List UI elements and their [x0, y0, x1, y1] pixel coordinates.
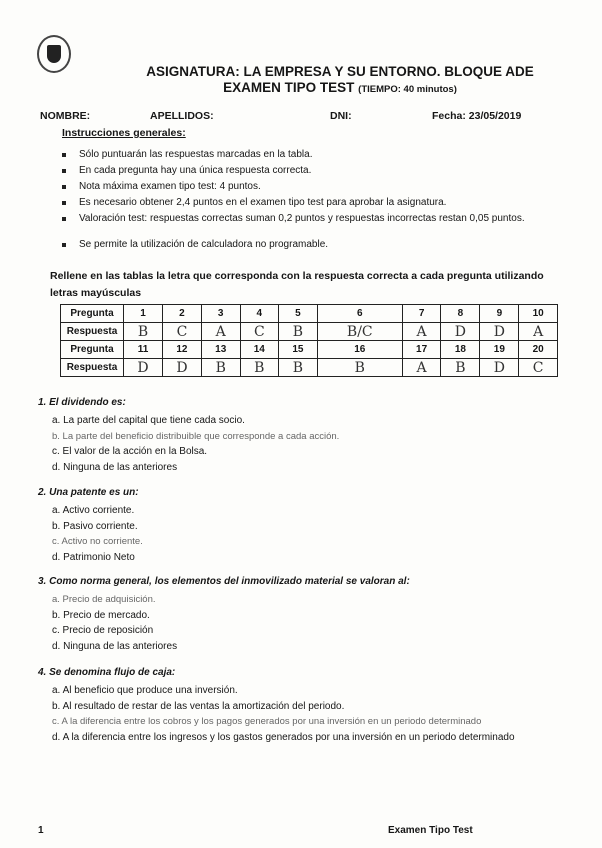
fill-instruction: Rellene en las tablas la letra que corresponda con la respuesta correcta a cada pregunta utilizando: [50, 270, 544, 282]
answer-option: c. A la diferencia entre los cobros y los pagos generados por una inversión en un periodo determinado: [52, 716, 482, 727]
answer-option: c. Precio de reposición: [52, 625, 154, 636]
answer-table: [60, 304, 558, 377]
question-title: 4. Se denomina flujo de caja:: [38, 667, 176, 678]
answer-option: a. Al beneficio que produce una inversión.: [52, 685, 238, 696]
answer-row: Respuesta B C A C B B/C A D D A: [61, 323, 558, 341]
question-number-cell: 20: [519, 341, 558, 359]
answer-option: b. Pasivo corriente.: [52, 520, 138, 532]
question-number-cell: 5: [279, 305, 318, 323]
question-number-cell: 19: [480, 341, 519, 359]
answer-cell[interactable]: B: [124, 323, 163, 341]
date-label: Fecha: 23/05/2019: [432, 110, 522, 122]
answer-option: a. La parte del capital que tiene cada socio.: [52, 415, 245, 426]
question-number-cell: 6: [317, 305, 402, 323]
answer-cell[interactable]: D: [480, 323, 519, 341]
question-row: Pregunta 11 12 13 14 15 16 17 18 19 20: [61, 341, 558, 359]
fill-instruction-cont: letras mayúsculas: [50, 287, 142, 299]
answer-cell[interactable]: B: [317, 359, 402, 377]
answer-option: b. La parte del beneficio distribuible que corresponde a cada acción.: [52, 430, 340, 442]
answer-option: c. Activo no corriente.: [52, 536, 143, 547]
answer-option: a. Precio de adquisición.: [52, 594, 156, 605]
nombre-label: NOMBRE:: [40, 110, 91, 122]
answer-option: a. Activo corriente.: [52, 505, 135, 516]
answer-option: d. Patrimonio Neto: [52, 551, 135, 563]
question-number-cell: 3: [201, 305, 240, 323]
question-number-cell: 13: [201, 341, 240, 359]
answer-cell[interactable]: B/C: [317, 323, 402, 341]
question-title: 2. Una patente es un:: [38, 487, 139, 498]
answer-cell[interactable]: C: [240, 323, 279, 341]
answer-cell[interactable]: A: [519, 323, 558, 341]
question-number-cell: 16: [317, 341, 402, 359]
page-number: 1: [38, 825, 44, 836]
time-note: (TIEMPO: 40 minutos): [358, 84, 457, 95]
instructions-heading: Instrucciones generales:: [62, 127, 186, 139]
question-number-cell: 2: [162, 305, 201, 323]
question-number-cell: 17: [402, 341, 441, 359]
answer-cell[interactable]: B: [201, 359, 240, 377]
answer-cell[interactable]: C: [519, 359, 558, 377]
question-row: Pregunta 1 2 3 4 5 6 7 8 9 10: [61, 305, 558, 323]
answer-option: d. A la diferencia entre los ingresos y los gastos generados por una inversión en un periodo determinado: [52, 731, 515, 743]
answer-row: Respuesta D D B B B B A B D C: [61, 359, 558, 377]
question-number-cell: 10: [519, 305, 558, 323]
answer-cell[interactable]: C: [162, 323, 201, 341]
question-number-cell: 18: [441, 341, 480, 359]
answer-cell[interactable]: D: [124, 359, 163, 377]
question-title: 3. Como norma general, los elementos del inmovilizado material se valoran al:: [38, 576, 410, 587]
question-number-cell: 8: [441, 305, 480, 323]
question-number-cell: 9: [480, 305, 519, 323]
answer-cell[interactable]: A: [201, 323, 240, 341]
answer-option: d. Ninguna de las anteriores: [52, 640, 178, 652]
answer-cell[interactable]: B: [279, 359, 318, 377]
question-number-cell: 1: [124, 305, 163, 323]
answer-cell[interactable]: B: [279, 323, 318, 341]
answer-cell[interactable]: D: [441, 323, 480, 341]
question-number-cell: 12: [162, 341, 201, 359]
exam-subtitle: [0, 80, 602, 95]
answer-cell[interactable]: D: [162, 359, 201, 377]
question-number-cell: 14: [240, 341, 279, 359]
question-number-cell: 15: [279, 341, 318, 359]
question-number-cell: 7: [402, 305, 441, 323]
exam-title: ASIGNATURA: LA EMPRESA Y SU ENTORNO. BLOQUE ADE: [146, 64, 534, 79]
footer-label: Examen Tipo Test: [388, 825, 473, 836]
exam-type: EXAMEN TIPO TEST: [223, 80, 355, 95]
crest-icon: [47, 45, 61, 63]
answer-cell[interactable]: A: [402, 359, 441, 377]
answer-option: b. Al resultado de restar de las ventas la amortización del periodo.: [52, 700, 345, 712]
question-number-cell: 11: [124, 341, 163, 359]
answer-cell[interactable]: B: [441, 359, 480, 377]
question-number-cell: 4: [240, 305, 279, 323]
answer-cell[interactable]: A: [402, 323, 441, 341]
dni-label: DNI:: [330, 110, 352, 122]
answer-cell[interactable]: D: [480, 359, 519, 377]
question-title: 1. El dividendo es:: [38, 397, 126, 408]
answer-option: d. Ninguna de las anteriores: [52, 461, 178, 473]
answer-option: c. El valor de la acción en la Bolsa.: [52, 446, 208, 457]
answer-option: b. Precio de mercado.: [52, 609, 150, 621]
answer-cell[interactable]: B: [240, 359, 279, 377]
apellidos-label: APELLIDOS:: [150, 110, 214, 122]
